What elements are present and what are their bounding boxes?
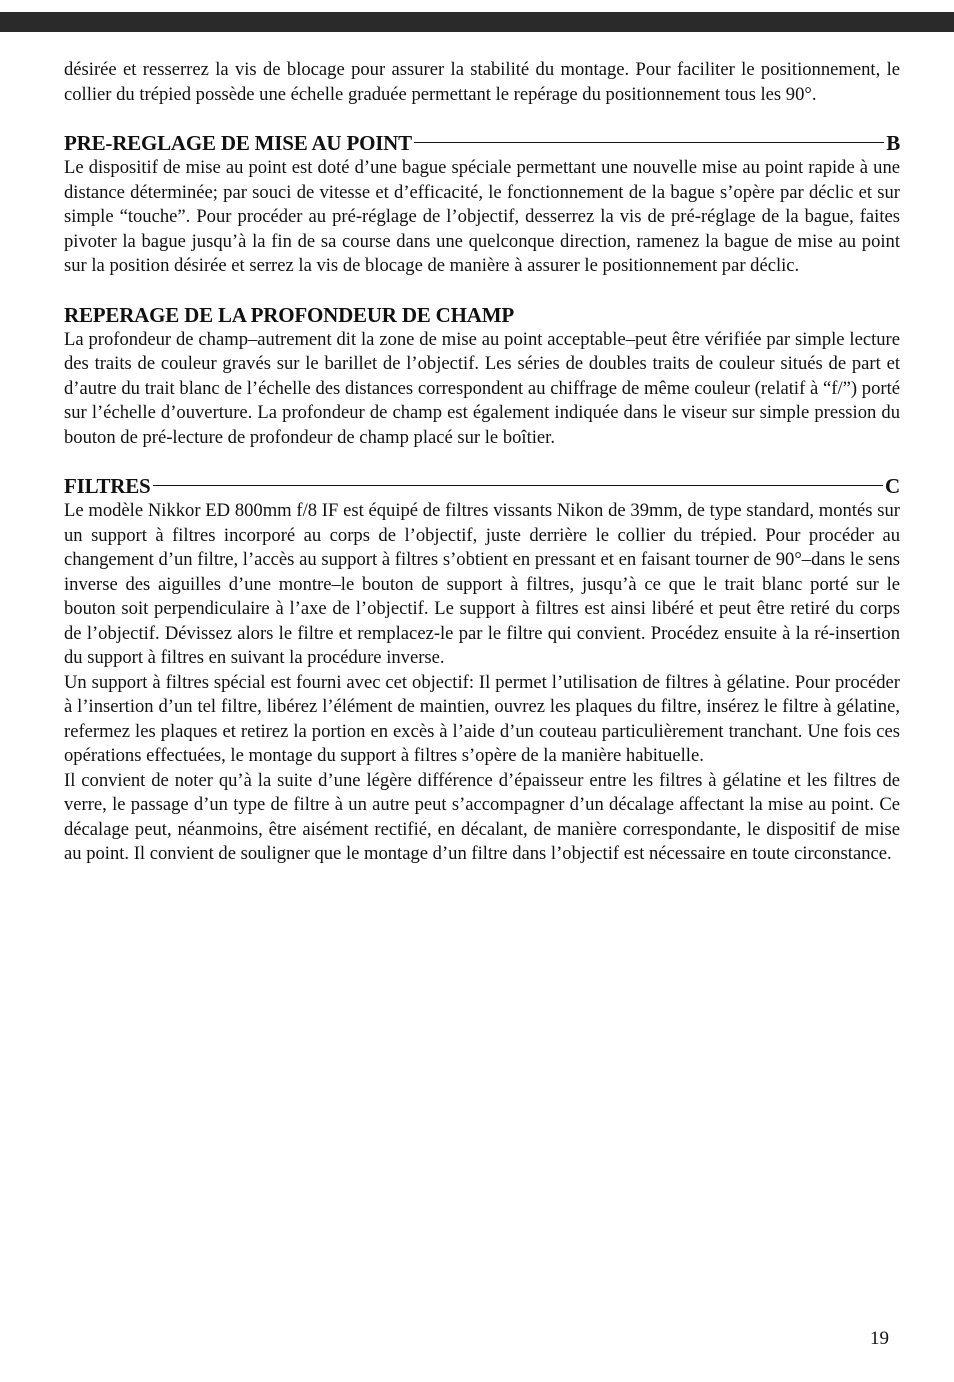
- heading-rule: [153, 485, 883, 486]
- heading-rule: [414, 142, 884, 143]
- section-c-paragraph-1: Le modèle Nikkor ED 800mm f/8 IF est équipé de filtres vissants Nikon de 39mm, de type standard, montés sur un support à filtres incorporé au corps de l’objectif, juste derrière le collier du trépied. Pour procéder au changement d’un filtre, l’accès au support à filtres s’obtient en pressant et en faisant tourner de 90°–dans le sens inverse des aiguilles d’une montre–le bouton de support à filtres, jusqu’à ce que le trait blanc porté sur le bouton soit perpendiculaire à l’axe de l’objectif. Le support à filtres est ainsi libéré et peut être retiré du corps de l’objectif. Dévissez alors le filtre et remplacez-le par le filtre qui convient. Procédez ensuite à la ré-insertion du support à filtres en suivant la procédure inverse.: [64, 500, 900, 668]
- section-heading-c: [64, 473, 900, 499]
- page-body: [64, 58, 900, 867]
- section-depth-paragraph: La profondeur de champ–autrement dit la zone de mise au point acceptable–peut être vérifiée par simple lecture des traits de couleur gravés sur le barillet de l’objectif. Les séries de doubles traits de couleur situés de part et d’autre du trait blanc de l’échelle des distances correspondent au chiffrage de même couleur (relatif à “f/”) porté sur l’échelle d’ouverture. La profondeur de champ est également indiquée dans le viseur sur simple pression du bouton de pré-lecture de profondeur de champ placé sur le boîtier.: [64, 328, 900, 448]
- section-title: PRE-REGLAGE DE MISE AU POINT: [64, 131, 412, 155]
- section-letter: C: [885, 474, 900, 498]
- section-c-paragraph-2: Un support à filtres spécial est fourni avec cet objectif: Il permet l’utilisation de filtres à gélatine. Pour procéder à l’insertion d’un tel filtre, libérez l’élément de maintien, ouvrez les plaques du filtre, insérez le filtre à gélatine, refermez les plaques et retirez la portion en excès à l’aide d’un couteau particulièrement tranchant. Une fois ces opérations effectuées, le montage du support à filtres s’opère de la manière habituelle.: [64, 671, 900, 766]
- intro-paragraph: désirée et resserrez la vis de blocage pour assurer la stabilité du montage. Pour faciliter le positionnement, le collier du trépied possède une échelle graduée permettant le repérage du positionnement tous les 90°.: [64, 59, 900, 105]
- section-b-paragraph: Le dispositif de mise au point est doté d’une bague spéciale permettant une nouvelle mise au point rapide à une distance déterminée; par souci de vitesse et d’efficacité, le fonctionnement de la bague s’opère par déclic et sur simple “touche”. Pour procéder au pré-réglage de l’objectif, desserrez la vis de pré-réglage de la bague, faites pivoter la bague jusqu’à la fin de sa course dans une quelconque direction, ramenez la bague de mise au point sur la position désirée et serrez la vis de blocage de manière à assurer le positionnement par déclic.: [64, 157, 900, 276]
- section-letter: B: [886, 131, 900, 155]
- section-title: FILTRES: [64, 474, 151, 498]
- section-heading-depth: [64, 302, 900, 328]
- top-border-bar: [0, 12, 954, 32]
- page-number: 19: [870, 1328, 889, 1349]
- section-c-paragraph-3: Il convient de noter qu’à la suite d’une légère différence d’épaisseur entre les filtres à gélatine et les filtres de verre, le passage d’un type de filtre à un autre peut s’accompagner d’un décalage affectant la mise au point. Ce décalage peut, néanmoins, être aisément rectifié, en décalant, de manière correspondante, le dispositif de mise au point. Il convient de souligner que le montage d’un filtre dans l’objectif est nécessaire en toute circonstance.: [64, 769, 900, 864]
- section-title: REPERAGE DE LA PROFONDEUR DE CHAMP: [64, 302, 514, 327]
- section-heading-b: [64, 130, 900, 156]
